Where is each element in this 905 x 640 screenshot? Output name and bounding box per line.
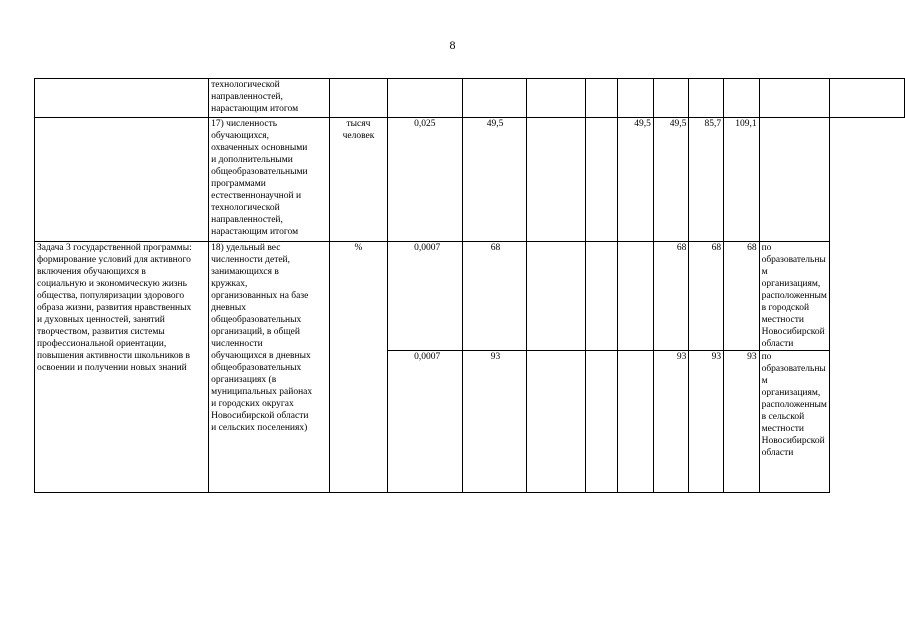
- task-cell-3: Задача 3 государственной программы: формирование условий для активного включения обучающихся в социальную и экономическую жизнь общества, популяризации здорового образа жизни, развития нравственных и духовных ценностей, занятий творчеством, развития системы профессиональной ориентации, повышения активности школьников в освоении и получении новых знаний: [35, 242, 209, 493]
- unit-cell-18: %: [329, 242, 387, 493]
- note-cell-18-rural: по образовательны м организациям, расположенным в сельской местности Новосибирской области: [759, 351, 829, 493]
- value-cell-18-rural-4: 93: [653, 351, 689, 493]
- value-cell: [527, 79, 586, 118]
- base-cell-18-urban: 68: [462, 242, 526, 351]
- value-cell: [689, 79, 724, 118]
- weight-cell-continuation: [388, 79, 463, 118]
- value-cell-18-rural-6: 93: [724, 351, 759, 493]
- value-cell-17-5: 85,7: [689, 118, 724, 242]
- task-cell-empty: [35, 118, 209, 242]
- weight-cell-17: 0,025: [388, 118, 463, 242]
- value-cell-17-2: [585, 118, 617, 242]
- base-cell-continuation: [462, 79, 526, 118]
- value-cell-17-4: 49,5: [653, 118, 689, 242]
- indicator-cell-17: 17) численность обучающихся, охваченных основными и дополнительными общеобразовательными программами естественнонаучной и технологической направленностей, нарастающим итогом: [209, 118, 330, 242]
- table-row-17: [35, 118, 905, 242]
- value-cell-18-urban-6: 68: [724, 242, 759, 351]
- base-cell-17: 49,5: [462, 118, 526, 242]
- value-cell-17-1: [527, 118, 586, 242]
- note-cell-18-urban: по образовательны м организациям, расположенным в городской местности Новосибирской области: [759, 242, 829, 351]
- note-cell-continuation: [829, 79, 904, 118]
- unit-cell-17: тысяч человек: [329, 118, 387, 242]
- value-cell-18-rural-1: [527, 351, 586, 493]
- indicator-cell-continuation: технологической направленностей, нарастающим итогом: [209, 79, 330, 118]
- value-cell-18-urban-5: 68: [689, 242, 724, 351]
- page-number: 8: [449, 38, 456, 52]
- value-cell-18-rural-5: 93: [689, 351, 724, 493]
- value-cell-18-rural-2: [585, 351, 617, 493]
- indicators-table: [34, 78, 905, 493]
- table-row-18-urban: [35, 242, 905, 351]
- unit-cell-continuation: [329, 79, 387, 118]
- value-cell-18-urban-1: [527, 242, 586, 351]
- value-cell: [724, 79, 759, 118]
- table-row-continuation: [35, 79, 905, 118]
- value-cell: [653, 79, 689, 118]
- note-cell-17: [759, 118, 829, 242]
- value-cell-18-urban-4: 68: [653, 242, 689, 351]
- value-cell-18-rural-3: [618, 351, 654, 493]
- indicator-cell-18: 18) удельный вес численности детей, занимающихся в кружках, организованных на базе дневных общеобразовательных организаций, в общей численности обучающихся в дневных общеобразовательных организациях (в муниципальных районах и городских округах Новосибирской области и сельских поселениях): [209, 242, 330, 493]
- value-cell-18-urban-2: [585, 242, 617, 351]
- value-cell-17-6: 109,1: [724, 118, 759, 242]
- value-cell-18-urban-3: [618, 242, 654, 351]
- base-cell-18-rural: 93: [462, 351, 526, 493]
- task-cell-continuation: [35, 79, 209, 118]
- value-cell-17-3: 49,5: [618, 118, 654, 242]
- weight-cell-18-rural: 0,0007: [388, 351, 463, 493]
- value-cell: [618, 79, 654, 118]
- value-cell: [759, 79, 829, 118]
- value-cell: [585, 79, 617, 118]
- weight-cell-18-urban: 0,0007: [388, 242, 463, 351]
